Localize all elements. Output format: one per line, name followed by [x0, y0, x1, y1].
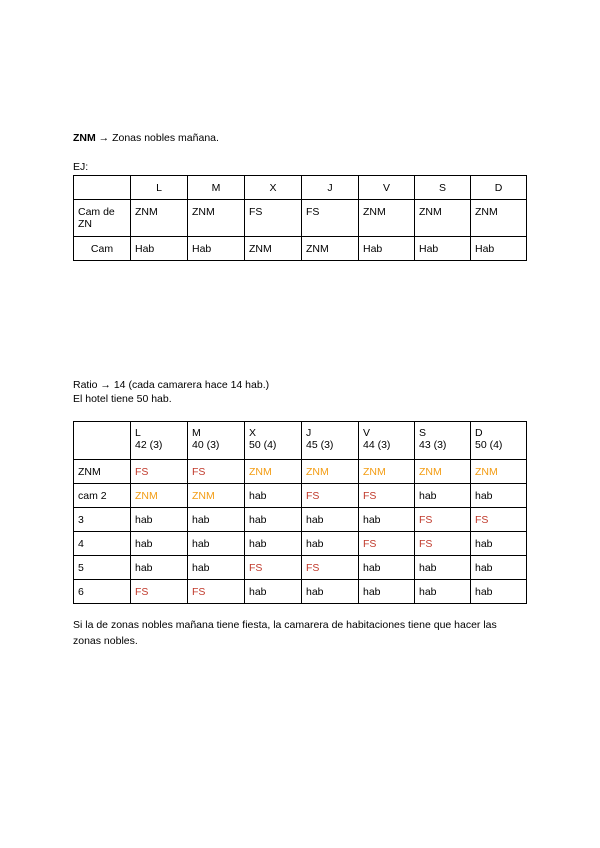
day-letter: V: [363, 427, 371, 439]
day-letter: S: [419, 427, 427, 439]
table-cell: FS: [302, 484, 359, 508]
table-cell: ZNM: [359, 200, 415, 237]
room-count: 43 (3): [419, 439, 447, 451]
room-count: 40 (3): [192, 439, 220, 451]
day-letter: M: [192, 427, 201, 439]
day-header: [415, 422, 471, 460]
table-row: [74, 237, 527, 261]
table-row: [74, 484, 527, 508]
table-cell: FS: [415, 508, 471, 532]
day-header: X: [245, 176, 302, 200]
table-cell: hab: [245, 508, 302, 532]
table-cell: hab: [131, 532, 188, 556]
table-cell: hab: [245, 484, 302, 508]
table-cell: ZNM: [415, 460, 471, 484]
row-label: 5: [74, 556, 131, 580]
abbr-definition: → Zonas nobles mañana.: [98, 132, 219, 144]
table-cell: hab: [471, 484, 527, 508]
table-cell: hab: [415, 484, 471, 508]
table-cell: ZNM: [188, 200, 245, 237]
note-line-1: Si la de zonas nobles mañana tiene fiesta, la camarera de habitaciones tiene que hacer las: [73, 619, 497, 631]
table-cell: ZNM: [131, 200, 188, 237]
example-label: EJ:: [73, 161, 89, 173]
table-cell: hab: [471, 580, 527, 604]
table-cell: hab: [188, 556, 245, 580]
table-cell: FS: [415, 532, 471, 556]
day-letter: J: [306, 427, 312, 439]
day-letter: D: [475, 427, 483, 439]
table-cell: hab: [471, 556, 527, 580]
day-header: S: [415, 176, 471, 200]
table-cell: hab: [188, 532, 245, 556]
table-cell: Hab: [415, 237, 471, 261]
day-header: M: [188, 176, 245, 200]
table-cell: hab: [302, 532, 359, 556]
table-cell: ZNM: [471, 200, 527, 237]
table-row: [74, 200, 527, 237]
table-cell: hab: [415, 580, 471, 604]
table-cell: ZNM: [245, 237, 302, 261]
day-header: [131, 422, 188, 460]
day-header: [471, 422, 527, 460]
table-cell: Hab: [471, 237, 527, 261]
day-header: L: [131, 176, 188, 200]
table-cell: FS: [302, 556, 359, 580]
table-cell: Hab: [131, 237, 188, 261]
room-count: 45 (3): [306, 439, 334, 451]
example-schedule-table: [73, 175, 527, 261]
room-count: 50 (4): [249, 439, 277, 451]
table-cell: ZNM: [471, 460, 527, 484]
ratio-text: Ratio → 14 (cada camarera hace 14 hab.): [73, 379, 270, 391]
table-row: [74, 580, 527, 604]
row-label: ZNM: [74, 460, 131, 484]
table-cell: ZNM: [245, 460, 302, 484]
day-header: J: [302, 176, 359, 200]
room-count: 42 (3): [135, 439, 163, 451]
table-cell: ZNM: [415, 200, 471, 237]
table-cell: hab: [471, 532, 527, 556]
row-label: [74, 200, 131, 237]
row-label: 6: [74, 580, 131, 604]
table-cell: FS: [302, 200, 359, 237]
intro-line: [73, 132, 219, 144]
table-cell: FS: [188, 460, 245, 484]
day-header: V: [359, 176, 415, 200]
table-cell: FS: [131, 460, 188, 484]
table-cell: hab: [131, 508, 188, 532]
table-cell: hab: [188, 508, 245, 532]
corner-cell: [74, 422, 131, 460]
hotel-text: El hotel tiene 50 hab.: [73, 393, 172, 405]
day-header: D: [471, 176, 527, 200]
table-cell: FS: [245, 556, 302, 580]
table-row: [74, 556, 527, 580]
table-cell: FS: [359, 532, 415, 556]
row-label: 3: [74, 508, 131, 532]
table-cell: ZNM: [302, 460, 359, 484]
row-label-line: Cam de: [78, 206, 115, 218]
row-label: cam 2: [74, 484, 131, 508]
row-label-line: ZN: [78, 218, 92, 230]
day-letter: X: [249, 427, 257, 439]
table-cell: hab: [131, 556, 188, 580]
row-label: 4: [74, 532, 131, 556]
table-cell: hab: [359, 580, 415, 604]
day-header: [188, 422, 245, 460]
room-count: 50 (4): [475, 439, 503, 451]
table-cell: ZNM: [131, 484, 188, 508]
table-cell: hab: [302, 580, 359, 604]
table-header-row: [74, 422, 527, 460]
abbr-term: ZNM: [73, 132, 96, 144]
table-cell: hab: [359, 508, 415, 532]
table-cell: ZNM: [302, 237, 359, 261]
day-header: [359, 422, 415, 460]
table-cell: ZNM: [359, 460, 415, 484]
table-cell: FS: [188, 580, 245, 604]
day-letter: L: [135, 427, 141, 439]
table-cell: FS: [359, 484, 415, 508]
room-count: 44 (3): [363, 439, 391, 451]
table-cell: FS: [471, 508, 527, 532]
day-header: [245, 422, 302, 460]
table-row: [74, 532, 527, 556]
table-row: [74, 460, 527, 484]
shift-schedule-table: [73, 421, 527, 604]
table-cell: Hab: [188, 237, 245, 261]
table-cell: hab: [302, 508, 359, 532]
table-cell: ZNM: [188, 484, 245, 508]
corner-cell: [74, 176, 131, 200]
table-cell: Hab: [359, 237, 415, 261]
table-cell: hab: [245, 580, 302, 604]
table-cell: FS: [131, 580, 188, 604]
row-label: Cam: [74, 237, 131, 261]
table-row: [74, 508, 527, 532]
table-cell: FS: [245, 200, 302, 237]
table-cell: hab: [245, 532, 302, 556]
note-line-2: zonas nobles.: [73, 635, 138, 647]
table-cell: hab: [415, 556, 471, 580]
day-header: [302, 422, 359, 460]
table-header-row: [74, 176, 527, 200]
table-cell: hab: [359, 556, 415, 580]
